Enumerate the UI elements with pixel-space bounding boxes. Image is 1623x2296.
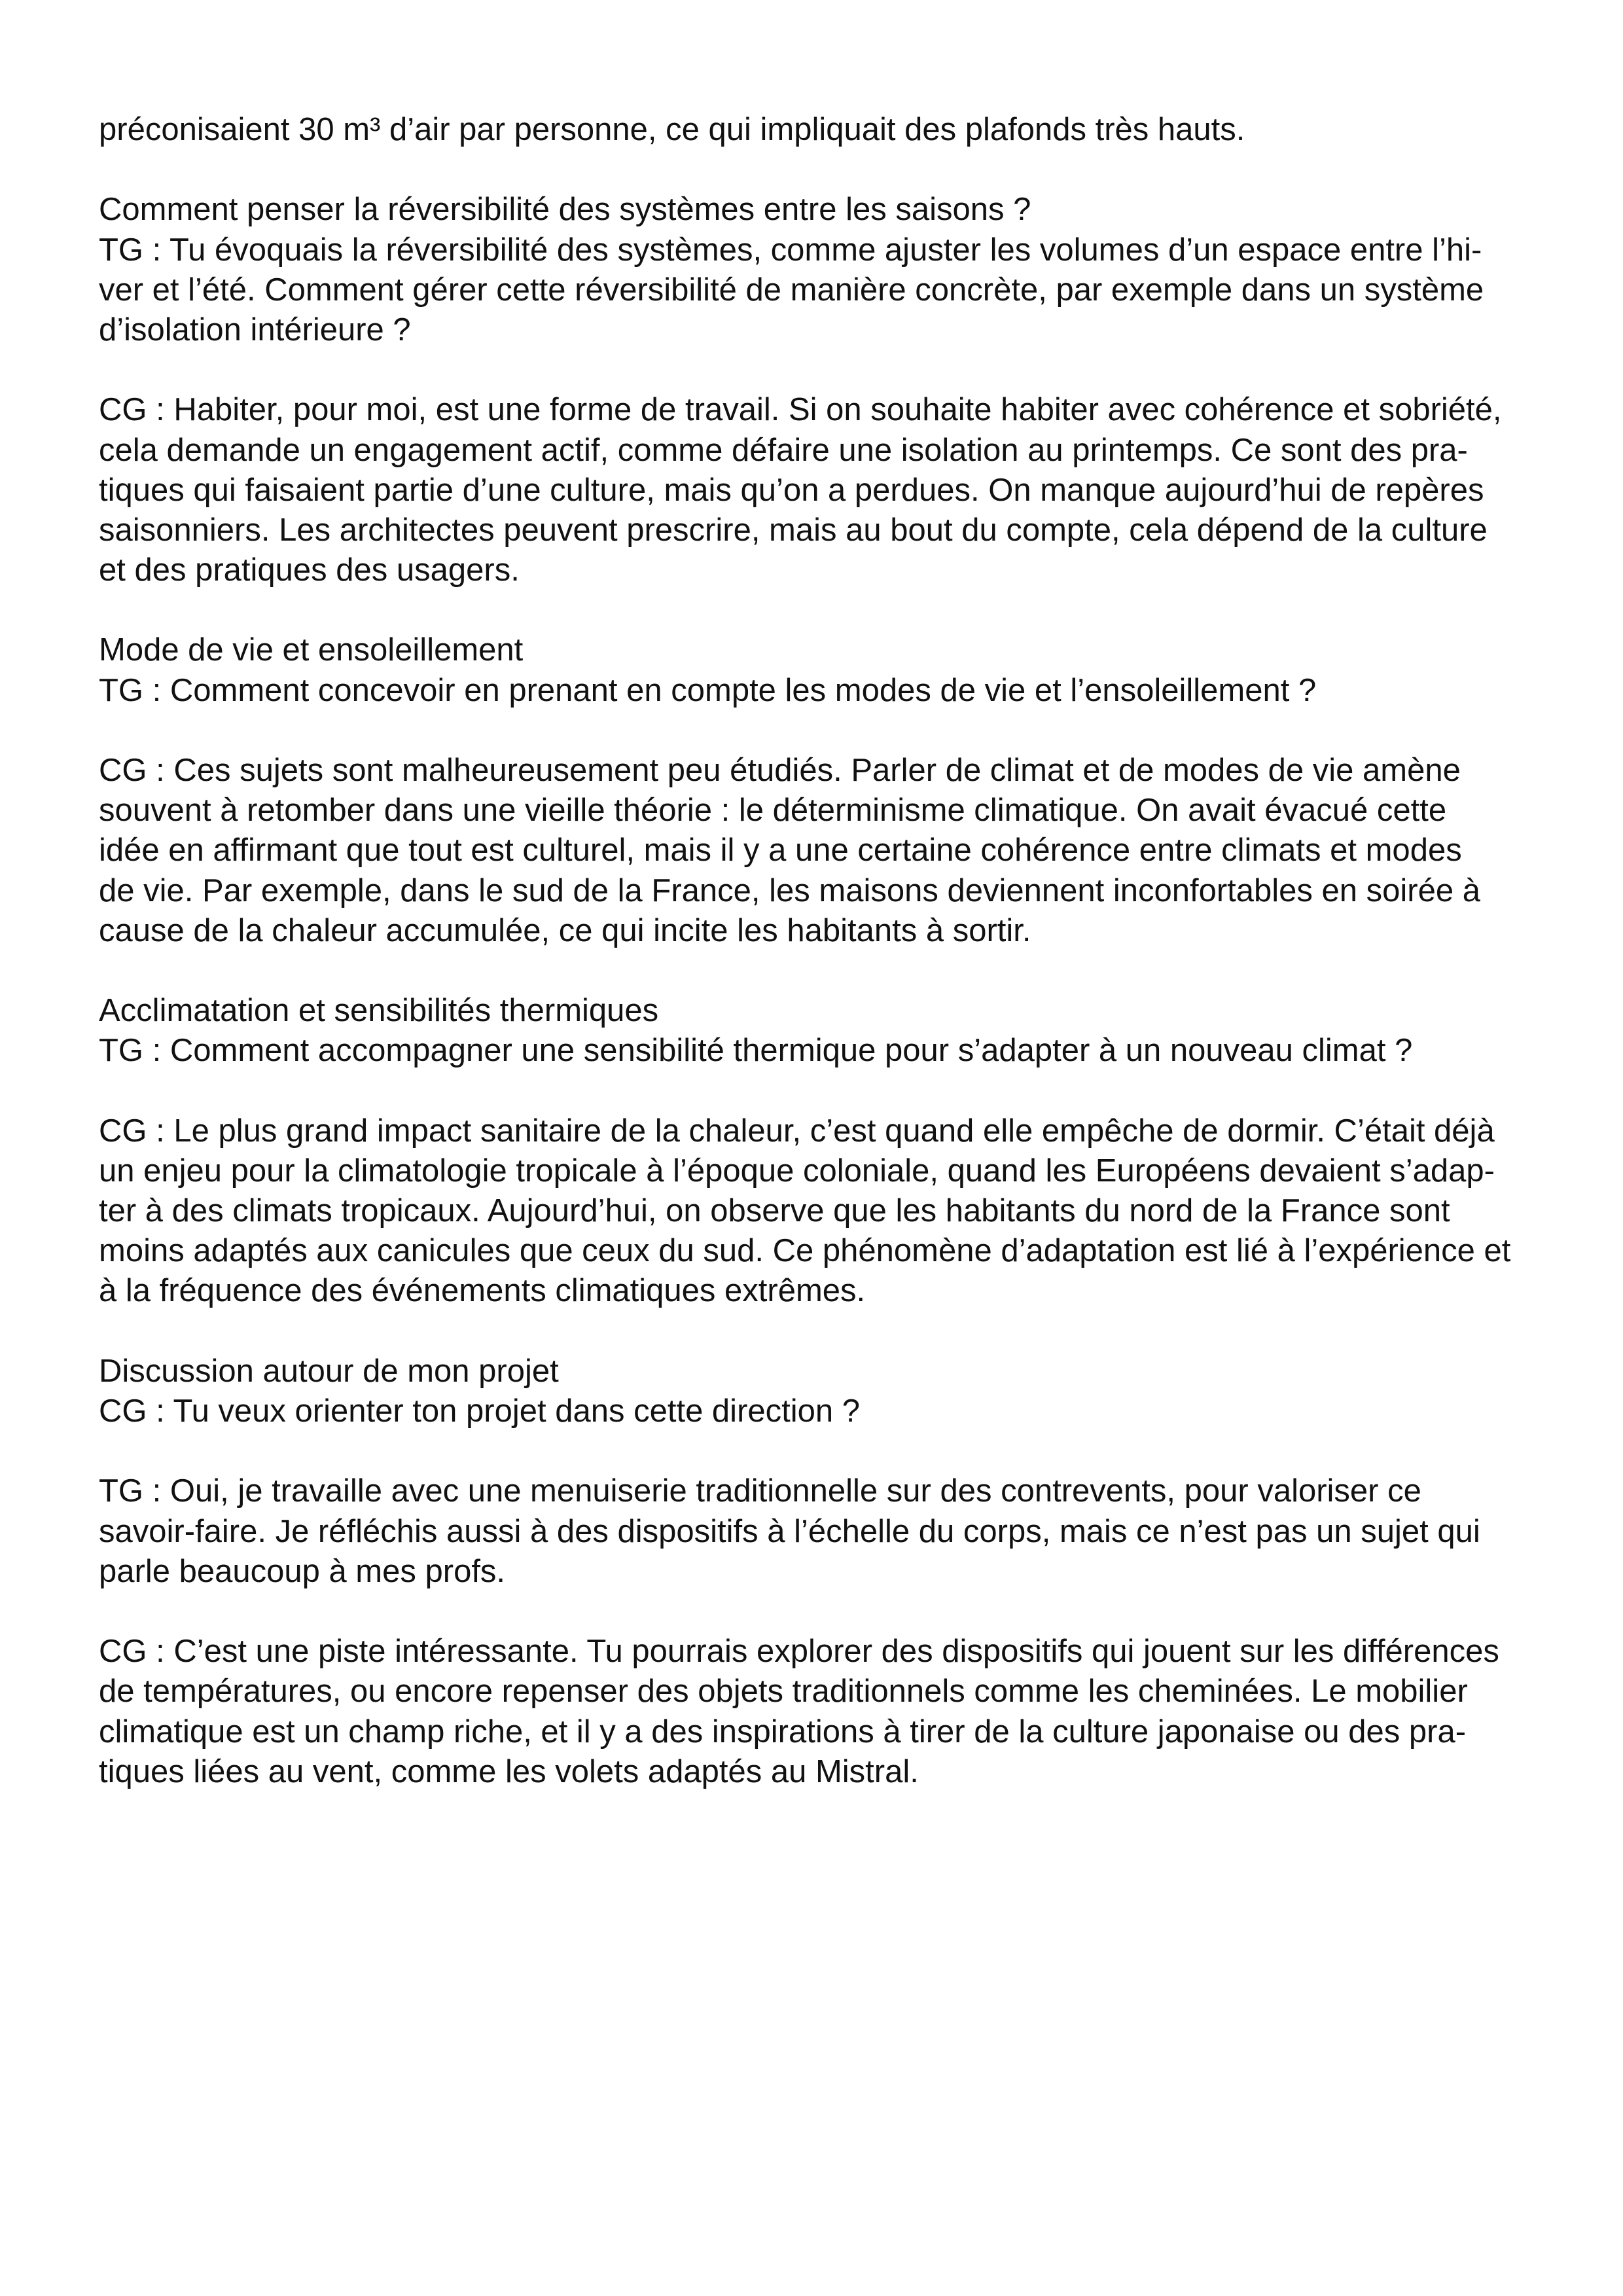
text-line: ver et l’été. Comment gérer cette réversibilité de manière concrète, par exemple dans un système (99, 272, 1484, 308)
text-line: tiques qui faisaient partie d’une culture, mais qu’on a perdues. On manque aujourd’hui de repères (99, 472, 1484, 508)
text-line: TG : Comment accompagner une sensibilité thermique pour s’adapter à un nouveau climat ? (99, 1033, 1413, 1069)
text-line: de températures, ou encore repenser des objets traditionnels comme les cheminées. Le mobilier (99, 1674, 1468, 1710)
paragraph (99, 190, 1565, 350)
text-line: TG : Tu évoquais la réversibilité des systèmes, comme ajuster les volumes d’un espace entre l’hi- (99, 232, 1482, 268)
text-line: cela demande un engagement actif, comme défaire une isolation au printemps. Ce sont des pra- (99, 432, 1468, 468)
text-line: idée en affirmant que tout est culturel, mais il y a une certaine cohérence entre climats et modes (99, 833, 1462, 869)
text-line: souvent à retomber dans une vieille théorie : le déterminisme climatique. On avait évacué cette (99, 793, 1447, 829)
paragraph (99, 110, 1565, 150)
text-line: un enjeu pour la climatologie tropicale à l’époque coloniale, quand les Européens devaient s’adap- (99, 1153, 1495, 1189)
paragraph (99, 390, 1565, 590)
text-line: d’isolation intérieure ? (99, 312, 411, 348)
text-line: et des pratiques des usagers. (99, 552, 520, 588)
paragraph (99, 1471, 1565, 1592)
paragraph (99, 1632, 1565, 1792)
text-line: cause de la chaleur accumulée, ce qui incite les habitants à sortir. (99, 912, 1031, 948)
text-line: de vie. Par exemple, dans le sud de la France, les maisons deviennent inconfortables en soirée à (99, 872, 1480, 908)
paragraph (99, 1352, 1565, 1431)
paragraph (99, 1111, 1565, 1312)
paragraph (99, 751, 1565, 951)
text-line: climatique est un champ riche, et il y a des inspirations à tirer de la culture japonaise ou des pra- (99, 1713, 1467, 1749)
text-line: TG : Comment concevoir en prenant en compte les modes de vie et l’ensoleillement ? (99, 672, 1317, 708)
text-line: tiques liées au vent, comme les volets adaptés au Mistral. (99, 1753, 919, 1789)
text-line: CG : Le plus grand impact sanitaire de la chaleur, c’est quand elle empêche de dormir. C’était déjà (99, 1113, 1495, 1149)
text-line: CG : Tu veux orienter ton projet dans cette direction ? (99, 1393, 861, 1429)
text-line: CG : Ces sujets sont malheureusement peu étudiés. Parler de climat et de modes de vie amène (99, 753, 1461, 788)
paragraph (99, 630, 1565, 710)
text-line: ter à des climats tropicaux. Aujourd’hui, on observe que les habitants du nord de la France sont (99, 1193, 1450, 1229)
document-page (99, 110, 1565, 1832)
text-line: moins adaptés aux canicules que ceux du sud. Ce phénomène d’adaptation est lié à l’expérience et (99, 1233, 1511, 1269)
text-line: TG : Oui, je travaille avec une menuiserie traditionnelle sur des contrevents, pour valoriser ce (99, 1473, 1421, 1509)
text-line: Mode de vie et ensoleillement (99, 632, 524, 668)
text-line: Acclimatation et sensibilités thermiques (99, 993, 659, 1029)
text-line: Comment penser la réversibilité des systèmes entre les saisons ? (99, 192, 1031, 228)
text-line: parle beaucoup à mes profs. (99, 1553, 506, 1589)
paragraph (99, 991, 1565, 1071)
text-line: saisonniers. Les architectes peuvent prescrire, mais au bout du compte, cela dépend de la culture (99, 512, 1488, 548)
text-line: à la fréquence des événements climatiques extrêmes. (99, 1273, 866, 1309)
text-line: savoir-faire. Je réfléchis aussi à des dispositifs à l’échelle du corps, mais ce n’est pas un sujet qui (99, 1513, 1480, 1549)
text-line: préconisaient 30 m³ d’air par personne, ce qui impliquait des plafonds très hauts. (99, 112, 1245, 147)
text-line: CG : Habiter, pour moi, est une forme de travail. Si on souhaite habiter avec cohérence et sobriété, (99, 392, 1502, 428)
text-line: CG : C’est une piste intéressante. Tu pourrais explorer des dispositifs qui jouent sur les différences (99, 1634, 1499, 1670)
text-line: Discussion autour de mon projet (99, 1353, 559, 1389)
